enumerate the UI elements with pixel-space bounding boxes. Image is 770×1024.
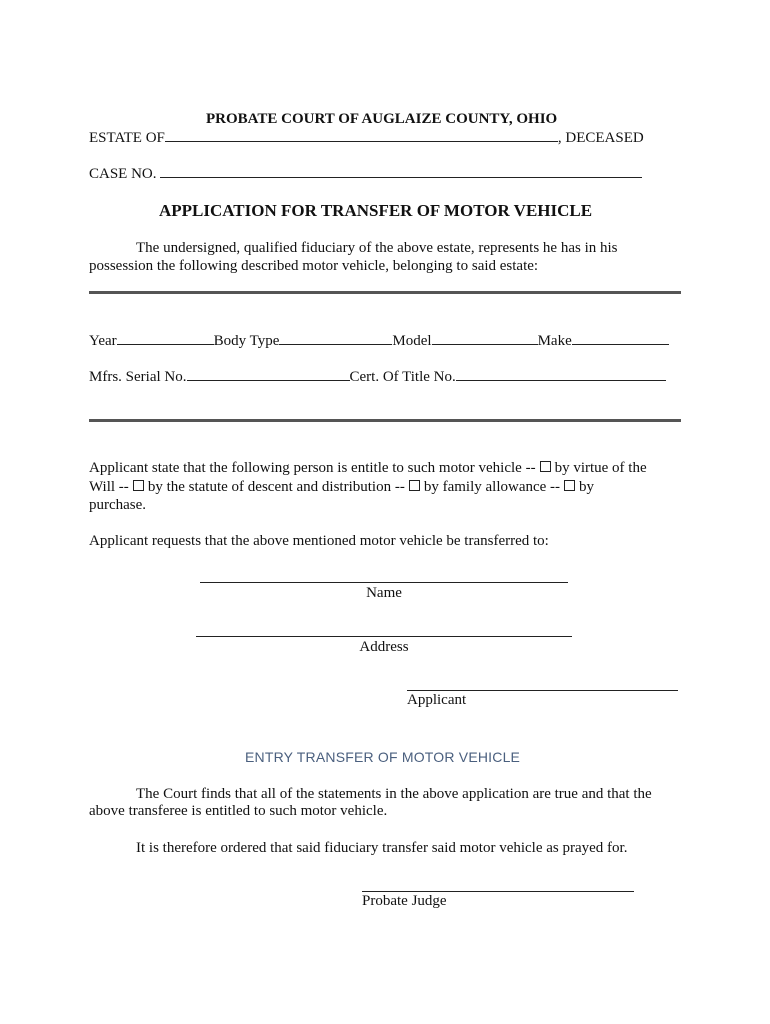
make-label: Make — [537, 333, 572, 349]
model-label: Model — [392, 333, 432, 349]
divider-bottom — [89, 419, 681, 422]
divider-top — [89, 291, 681, 294]
cert-label: Cert. Of Title No. — [349, 369, 456, 385]
serial-field[interactable] — [187, 368, 350, 381]
intro-line-2: possession the following described motor vehicle, belonging to said estate: — [89, 258, 539, 274]
applicant-signature-line[interactable] — [407, 676, 678, 691]
request-text: Applicant requests that the above mentioned motor vehicle be transferred to: — [89, 533, 549, 549]
body-type-field[interactable] — [279, 332, 392, 345]
entitlement-text-2a: Will -- — [89, 479, 129, 495]
checkbox-purchase[interactable] — [564, 480, 575, 491]
address-signature-line[interactable] — [196, 622, 572, 637]
checkbox-will[interactable] — [540, 461, 551, 472]
entry-line-2: above transferee is entitled to such motor vehicle. — [89, 803, 388, 819]
estate-label: ESTATE OF — [89, 130, 165, 146]
model-field[interactable] — [432, 332, 538, 345]
entitlement-line-1 — [89, 460, 647, 477]
deceased-label: , DECEASED — [557, 130, 644, 146]
body-type-label: Body Type — [213, 333, 280, 349]
intro-line-1: The undersigned, qualified fiduciary of the above estate, represents he has in his — [136, 240, 618, 256]
case-label: CASE NO. — [89, 166, 157, 182]
entitlement-line-3: purchase. — [89, 497, 147, 513]
court-heading: PROBATE COURT OF AUGLAIZE COUNTY, OHIO — [206, 111, 558, 127]
checkbox-family-allowance[interactable] — [409, 480, 420, 491]
entitlement-text-2b: by the statute of descent and distribution -- — [147, 479, 405, 495]
estate-name-field[interactable] — [165, 129, 558, 142]
entry-order: It is therefore ordered that said fiduciary transfer said motor vehicle as prayed for. — [136, 840, 628, 856]
serial-label: Mfrs. Serial No. — [89, 369, 187, 385]
checkbox-statute[interactable] — [133, 480, 144, 491]
entitlement-text-1a: Applicant state that the following person is entitle to such motor vehicle -- — [89, 460, 536, 476]
entitlement-text-2c: by family allowance -- — [423, 479, 561, 495]
judge-signature-line[interactable] — [362, 877, 634, 892]
form-title: APPLICATION FOR TRANSFER OF MOTOR VEHICLE — [159, 201, 593, 220]
address-label: Address — [359, 639, 409, 655]
name-label: Name — [366, 585, 402, 601]
entitlement-text-1b: by virtue of the — [554, 460, 647, 476]
case-number-field[interactable] — [160, 165, 642, 178]
applicant-label: Applicant — [407, 692, 467, 708]
cert-field[interactable] — [456, 368, 666, 381]
name-signature-line[interactable] — [200, 568, 568, 583]
judge-label: Probate Judge — [362, 893, 447, 909]
entitlement-line-2 — [89, 479, 594, 496]
entry-heading: ENTRY TRANSFER OF MOTOR VEHICLE — [245, 749, 521, 765]
case-line — [89, 165, 642, 183]
entitlement-text-2d: by — [579, 479, 595, 495]
year-field[interactable] — [117, 332, 214, 345]
make-field[interactable] — [572, 332, 669, 345]
vehicle-row-2 — [89, 368, 666, 386]
vehicle-row-1 — [89, 332, 669, 350]
year-label: Year — [89, 333, 117, 349]
estate-line — [89, 129, 644, 147]
entry-line-1: The Court finds that all of the statements in the above application are true and that the — [136, 786, 652, 802]
